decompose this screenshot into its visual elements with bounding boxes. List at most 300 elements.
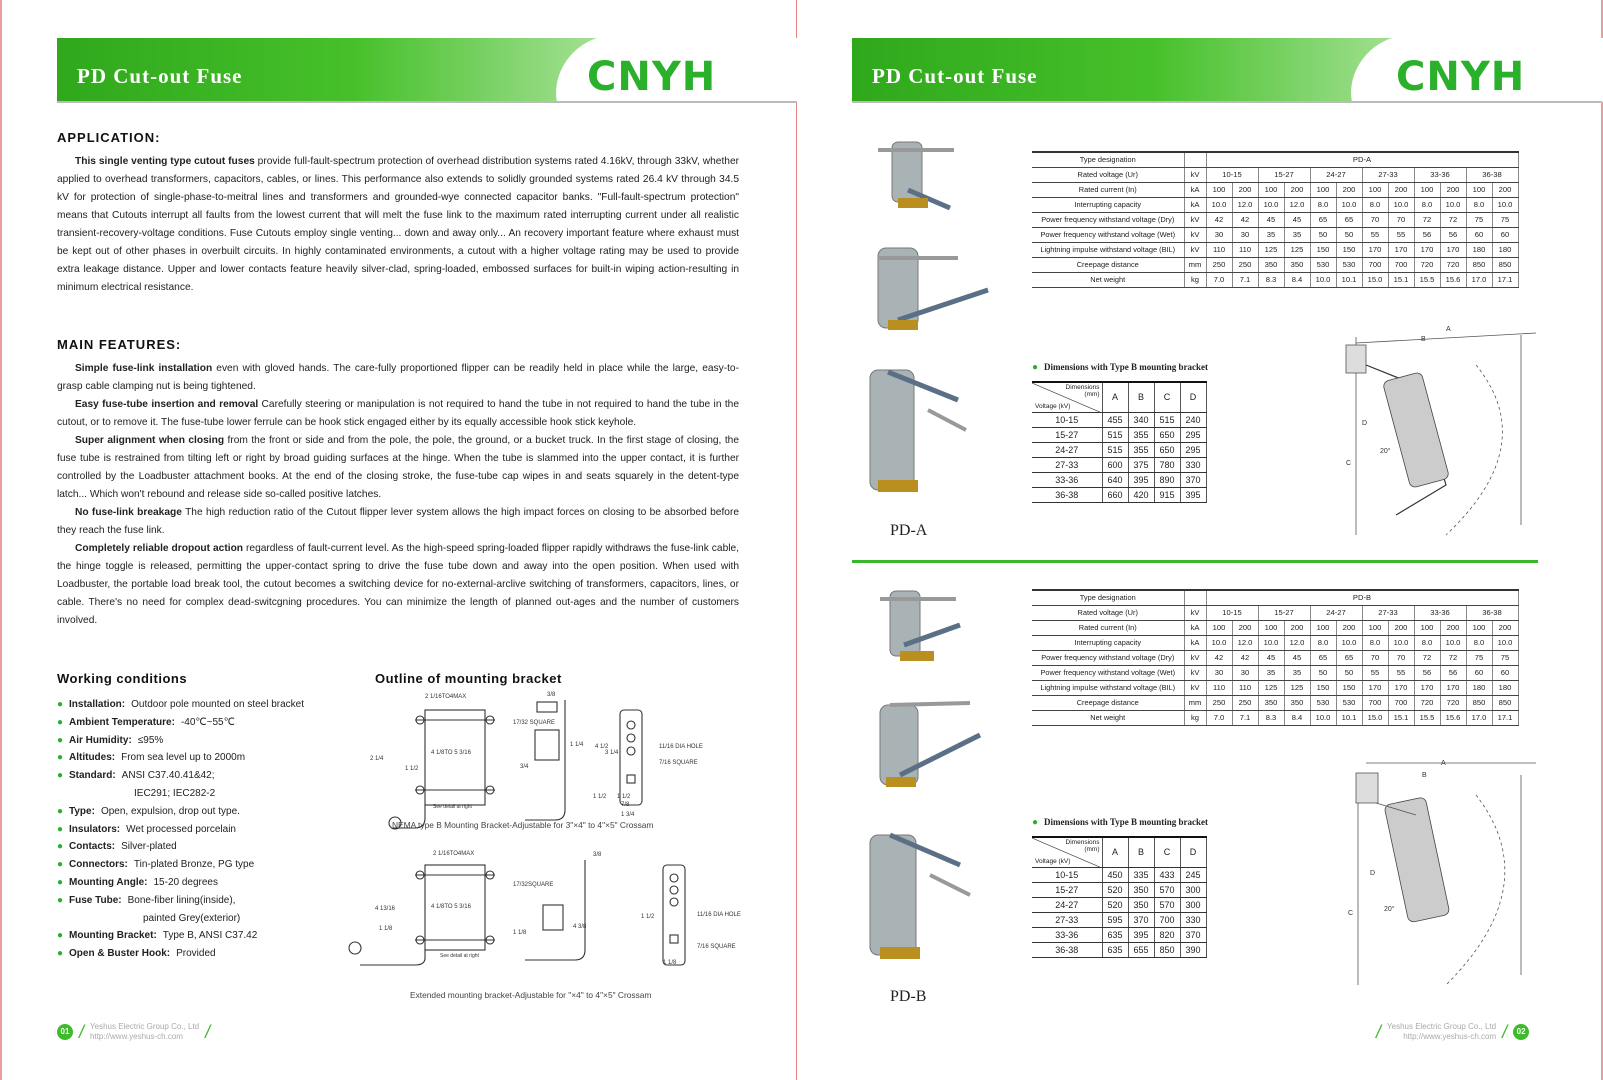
ext-label: 17/32SQUARE [513,882,554,888]
spec-cell: 30 [1206,227,1232,242]
spec-cell: 150 [1336,680,1362,695]
voltage-group: 36-38 [1466,167,1518,182]
extended-caption: Extended mounting bracket-Adjustable for "×4" to 4"×5" Crossam [410,990,652,1000]
spec-cell: 10.1 [1336,272,1362,287]
features-heading: MAIN FEATURES: [57,337,182,352]
dim-cell: 570 [1154,882,1180,897]
dim-header: C [1154,382,1180,412]
spec-cell: 56 [1440,227,1466,242]
ext-label: 3/8 [593,852,602,858]
condition-key: Contacts: [69,841,116,853]
ext-label: 2 1/16TO4MAX [433,851,475,857]
dim-label-d: D [1370,870,1376,877]
spec-cell: 65 [1310,650,1336,665]
spec-cell: 10.0 [1206,197,1232,212]
cutout-medium-icon [880,703,980,787]
header-title-left: PD Cut-out Fuse [77,64,243,88]
spec-cell: 72 [1440,212,1466,227]
condition-key: Ambient Temperature: [69,716,175,728]
spec-row: Rated voltage (Ur) kV 10-15 15-27 24-27 27-33 33-36 36-38 [1032,605,1518,620]
dim-cell: 300 [1180,882,1206,897]
dim-corner-top: Dimensions (mm) [1065,384,1100,398]
condition-value: From sea level up to 2000m [121,752,246,764]
nema-label: 2 1/16TO4MAX [425,694,467,700]
spec-cell: 8.0 [1414,635,1440,650]
spec-cell: 180 [1466,242,1492,257]
dim-header: D [1180,382,1206,412]
working-condition-item [57,874,357,892]
spec-cell: 200 [1336,620,1362,635]
dim-cell: 395 [1180,487,1206,502]
dim-header: A [1102,382,1128,412]
header-title-right: PD Cut-out Fuse [872,64,1038,88]
feature-item: Simple fuse-link installation even with gloved hands. The care-fully proportioned flipper can be readily held in place while the large, easy-to-grasp cable clamping nut is being tightened. [57,363,739,392]
dim-header: C [1154,837,1180,867]
bullet-icon: ● [57,805,64,817]
dim-cell: 890 [1154,472,1180,487]
spec-cell: 720 [1414,695,1440,710]
condition-key: Altitudes: [69,752,116,764]
nema-label: See detail at right [433,804,472,810]
spec-cell: 35 [1284,665,1310,680]
ext-label: 4 1/8TO 5 3/16 [431,904,471,910]
dim-cell: 330 [1180,457,1206,472]
voltage-group: 15-27 [1258,167,1310,182]
spec-cell: 350 [1284,257,1310,272]
dim-cell: 433 [1154,867,1180,882]
application-lead: This single venting type cutout fuses [75,156,255,167]
spec-cell: 720 [1440,257,1466,272]
condition-value: painted Grey(exterior) [143,912,241,924]
voltage-group: 24-27 [1310,605,1362,620]
spec-cell: 8.4 [1284,710,1310,725]
dim-cell: 300 [1180,897,1206,912]
spec-cell: 100 [1310,620,1336,635]
dim-row [1032,442,1206,457]
spec-cell: 15.6 [1440,272,1466,287]
header-left [57,38,797,102]
dim-cell: 24-27 [1032,897,1102,912]
dim-row [1032,457,1206,472]
spec-cell: 125 [1284,242,1310,257]
dim-cell: 355 [1128,427,1154,442]
dim-cell: 335 [1128,867,1154,882]
bullet-icon: ● [57,930,64,942]
spec-cell: 125 [1284,680,1310,695]
nema-label: 2 1/4 [370,756,384,762]
dim-cell: 24-27 [1032,442,1102,457]
brand-logo-left: CNYH [587,54,717,100]
spec-cell: 10.0 [1388,197,1414,212]
spec-cell: 12.0 [1232,635,1258,650]
spec-row: Rated current (In) kA 100 200 100 200 100 200 100 200 100 200 100 200 [1032,182,1518,197]
dim-label-b: B [1422,772,1427,779]
condition-key: Fuse Tube: [69,894,122,906]
spec-cell: 65 [1336,650,1362,665]
spec-cell: 150 [1336,242,1362,257]
dim-cell: 370 [1128,912,1154,927]
header-rule-right [852,101,1602,103]
spec-row: Creepage distance mm 250 250 350 350 530 530 700 700 720 720 850 850 [1032,257,1518,272]
spec-cell: 150 [1310,680,1336,695]
spec-cell: 12.0 [1232,197,1258,212]
bullet-icon: ● [57,841,64,853]
spec-cell: 200 [1440,620,1466,635]
spec-cell: 100 [1414,620,1440,635]
spec-cell: 850 [1466,695,1492,710]
dim-corner-top: Dimensions (mm) [1065,839,1100,853]
spec-cell: 10.0 [1258,197,1284,212]
bullet-icon: ● [57,752,64,764]
spec-row: Lightning impulse withstand voltage (BIL) kV 110 110 125 125 150 150 170 170 170 170 180 180 [1032,680,1518,695]
condition-value: Open, expulsion, drop out type. [100,805,240,817]
dim-cell: 295 [1180,442,1206,457]
spec-cell: 7.1 [1232,272,1258,287]
spec-cell: 530 [1336,257,1362,272]
footer-left: 01 / Yeshus Electric Group Co., Ltd http://www.yeshus-ch.com / [57,1022,216,1042]
spec-cell: 110 [1206,680,1232,695]
spec-cell: 170 [1440,680,1466,695]
spec-row: Net weight kg 7.0 7.1 8.3 8.4 10.0 10.1 15.0 15.1 15.5 15.6 17.0 17.1 [1032,272,1518,287]
spec-cell: 110 [1232,242,1258,257]
spec-cell: 100 [1466,182,1492,197]
nema-label: 3/4 [520,764,529,770]
spec-cell: 170 [1362,680,1388,695]
spec-cell: 72 [1414,650,1440,665]
spec-cell: 8.4 [1284,272,1310,287]
pd-a-dimension-drawing [1336,325,1546,545]
spec-cell: 17.1 [1492,272,1518,287]
cutout-large-icon [870,370,966,492]
spec-cell: 200 [1492,182,1518,197]
spec-cell: 8.0 [1362,197,1388,212]
dim-cell: 650 [1154,427,1180,442]
spec-cell: 70 [1362,212,1388,227]
pd-b-label: PD-B [890,988,927,1005]
spec-cell: 15.0 [1362,272,1388,287]
dim-row [1032,927,1206,942]
dim-cell: 515 [1154,412,1180,427]
voltage-group: 10-15 [1206,167,1258,182]
spec-cell: 7.0 [1206,710,1232,725]
extended-bracket-drawing [345,850,745,980]
ext-label: 11/16 DIA HOLE [697,912,741,918]
spec-cell: 700 [1388,695,1414,710]
nema-label: 4 1/2 [595,744,609,750]
dim-row [1032,472,1206,487]
spec-cell: 530 [1336,695,1362,710]
spec-cell: 8.0 [1310,635,1336,650]
dim-cell: 520 [1102,882,1128,897]
bullet-icon: ● [57,876,64,888]
dim-row [1032,882,1206,897]
condition-value: IEC291; IEC282-2 [134,787,216,799]
dim-label-c: C [1348,910,1354,917]
voltage-group: 27-33 [1362,167,1414,182]
dim-cell: 350 [1128,897,1154,912]
spec-cell: 65 [1310,212,1336,227]
spec-cell: 850 [1492,257,1518,272]
outline-heading: Outline of mounting bracket [375,671,562,686]
spec-cell: 42 [1206,212,1232,227]
spec-cell: 8.3 [1258,710,1284,725]
condition-key: Installation: [69,699,126,710]
features-list [57,360,739,630]
spec-cell: 10.0 [1336,635,1362,650]
dim-cell: 36-38 [1032,487,1102,502]
working-condition-item [57,892,357,910]
ext-label: 1 1/8 [663,960,677,966]
nema-label: 17/32 SQUARE [513,720,556,726]
dim-cell: 780 [1154,457,1180,472]
dim-cell: 635 [1102,942,1128,957]
spec-cell: 12.0 [1284,635,1310,650]
spec-row: Lightning impulse withstand voltage (BIL) kV 110 110 125 125 150 150 170 170 170 170 180 180 [1032,242,1518,257]
spec-cell: 100 [1414,182,1440,197]
dim-row [1032,912,1206,927]
ext-label: 1 1/8 [379,926,393,932]
condition-key: Open & Buster Hook: [69,948,171,960]
nema-label: 4 1/8TO 5 3/16 [431,750,471,756]
spec-cell: 700 [1362,695,1388,710]
dim-cell: 515 [1102,427,1128,442]
nema-label: 1 1/2 [405,766,419,772]
spec-cell: 250 [1232,257,1258,272]
condition-value: Outdoor pole mounted on steel bracket [131,699,305,710]
dim-cell: 915 [1154,487,1180,502]
condition-value: ≤95% [137,734,164,746]
working-condition-item [57,803,357,821]
spec-cell: 15.1 [1388,272,1414,287]
spec-cell: 17.1 [1492,710,1518,725]
dim-header-row [1032,382,1206,412]
spec-cell: 60 [1492,227,1518,242]
spec-cell: 700 [1388,257,1414,272]
page-edge-left [0,0,2,1080]
spec-cell: 100 [1258,182,1284,197]
dim-cell: 660 [1102,487,1128,502]
spec-cell: 125 [1258,680,1284,695]
spec-cell: 250 [1206,695,1232,710]
spec-cell: 60 [1466,227,1492,242]
dim-row [1032,487,1206,502]
application-text [57,153,739,297]
spec-cell: 180 [1466,680,1492,695]
condition-key: Standard: [69,770,116,782]
pd-a-product-photos [858,130,998,510]
spec-cell: 50 [1336,665,1362,680]
dim-cell: 515 [1102,442,1128,457]
spec-cell: 8.0 [1466,197,1492,212]
feature-item: Completely reliable dropout action regardless of fault-current level. As the high-speed spring-loaded flipper rapidly withdraws the fuse-link cable, the hinge toggle is released, permitting the upper-contact spring to drive the fuse tube down and away into the open position. When used with Loadbuster, the portable load break tool, the cutout becomes a switching device for no-external-arclive switching of transformers, capacitors, lines, or cable. There's no need for complex dead-switcgning procedures. You can minimize the length of planned out-ages and the number of customers involved. [57,543,739,626]
dim-header-row [1032,837,1206,867]
pd-b-dim-title: ● Dimensions with Type B mounting bracket [1032,817,1208,828]
dim-cell: 850 [1154,942,1180,957]
spec-cell: 850 [1466,257,1492,272]
footer-url[interactable]: http://www.yeshus-ch.com [1403,1032,1497,1041]
spec-cell: 100 [1362,620,1388,635]
dim-cell: 455 [1102,412,1128,427]
nema-label: 3 1/4 [605,750,619,756]
voltage-group: 27-33 [1362,605,1414,620]
spec-cell: 45 [1284,650,1310,665]
header-rule-left [57,101,797,103]
dim-cell: 655 [1128,942,1154,957]
dim-cell: 570 [1154,897,1180,912]
feature-item: Super alignment when closing from the front or side and from the pole, the pole, the ground, or a bucket truck. In the first stage of closing, the fuse tube is restrained from tilting left or right by broad guiding surfaces at the hinge. When the tube is slammed into the upper contact, it is further controlled by the Loadbuster attachment books. At the end of the closing stroke, the fuse-tube cap wipes in and seats squarely in the detent-type latch... Which won't rebound and release side so-called positive latches. [57,435,740,500]
pd-a-label: PD-A [890,522,928,539]
ext-label: 1 1/2 [641,914,655,920]
cutout-large-icon [870,835,970,959]
spec-cell: 170 [1440,242,1466,257]
working-conditions-heading: Working conditions [57,671,188,686]
spec-cell: 100 [1362,182,1388,197]
spec-cell: 100 [1206,182,1232,197]
dim-cell: 27-33 [1032,912,1102,927]
model-name: PD-A [1206,152,1518,167]
condition-value: Type B, ANSI C37.42 [162,930,258,942]
spec-cell: 65 [1336,212,1362,227]
voltage-group: 15-27 [1258,605,1310,620]
spec-cell: 850 [1492,695,1518,710]
condition-key: Air Humidity: [69,734,132,746]
bullet-icon: ● [57,734,64,746]
spec-cell: 15.0 [1362,710,1388,725]
spec-cell: 12.0 [1284,197,1310,212]
spec-cell: 56 [1440,665,1466,680]
dim-corner-cell [1032,837,1102,867]
working-condition-item [57,785,357,803]
dim-cell: 700 [1154,912,1180,927]
pd-b-dim-table [1032,836,1207,958]
spec-cell: 200 [1388,182,1414,197]
voltage-group: 10-15 [1206,605,1258,620]
condition-value: ANSI C37.40.41&42; [121,770,215,782]
spec-cell: 180 [1492,680,1518,695]
spec-cell: 10.0 [1258,635,1284,650]
application-heading: APPLICATION: [57,130,161,145]
spec-cell: 8.0 [1414,197,1440,212]
spec-cell: 350 [1284,695,1310,710]
dim-cell: 36-38 [1032,942,1102,957]
section-divider [852,560,1538,563]
dim-cell: 395 [1128,472,1154,487]
spec-cell: 200 [1336,182,1362,197]
spec-cell: 150 [1310,242,1336,257]
ext-label: 4 3/8 [573,924,587,930]
spec-cell: 7.1 [1232,710,1258,725]
spec-cell: 8.0 [1310,197,1336,212]
spec-cell: 720 [1440,695,1466,710]
nema-caption: NEMA type B Mounting Bracket-Adjustable for 3"×4" to 4"×5" Crossam [392,820,654,830]
dim-cell: 27-33 [1032,457,1102,472]
spec-cell: 50 [1310,227,1336,242]
header-right [852,38,1603,102]
feature-item: No fuse-link breakage The high reduction ratio of the Cutout flipper lever system allows the high impact forces on closing to be absorbed before they reach the fuse link. [57,507,739,536]
condition-key: Type: [69,805,95,817]
dim-cell: 10-15 [1032,867,1102,882]
spec-cell: 50 [1336,227,1362,242]
dim-cell: 33-36 [1032,927,1102,942]
spec-cell: 55 [1362,227,1388,242]
working-condition-item [57,714,357,732]
pd-a-dim-title: ● Dimensions with Type B mounting bracket [1032,362,1208,373]
cutout-small-icon [880,591,960,661]
dim-cell: 595 [1102,912,1128,927]
dim-cell: 10-15 [1032,412,1102,427]
bullet-icon: ● [57,894,64,906]
working-condition-item [57,927,357,945]
bullet-icon: ● [57,948,64,960]
dim-cell: 420 [1128,487,1154,502]
spec-cell: 42 [1232,212,1258,227]
dim-label-a: A [1441,760,1446,767]
footer-url[interactable]: http://www.yeshus-ch.com [90,1032,183,1041]
working-condition-item [57,856,357,874]
spec-cell: 200 [1232,182,1258,197]
spec-row: Power frequency withstand voltage (Wet) kV 30 30 35 35 50 50 55 55 56 56 60 60 [1032,227,1518,242]
spec-cell: 35 [1258,227,1284,242]
condition-value: Wet processed porcelain [126,823,236,835]
dim-row [1032,427,1206,442]
bullet-icon [57,910,69,928]
working-condition-item [57,749,357,767]
spec-cell: 75 [1492,212,1518,227]
spec-cell: 10.0 [1206,635,1232,650]
condition-key: Mounting Bracket: [69,930,157,942]
dim-cell: 355 [1128,442,1154,457]
spec-cell: 72 [1440,650,1466,665]
spec-cell: 60 [1492,665,1518,680]
dim-cell: 340 [1128,412,1154,427]
spec-cell: 75 [1466,212,1492,227]
dim-cell: 650 [1154,442,1180,457]
dim-label-d: D [1362,420,1368,427]
spec-cell: 200 [1232,620,1258,635]
condition-value: 15-20 degrees [153,876,218,888]
ext-label: 1 1/8 [513,930,527,936]
spec-cell: 170 [1414,242,1440,257]
spec-cell: 180 [1492,242,1518,257]
spec-cell: 15.5 [1414,710,1440,725]
spec-cell: 530 [1310,695,1336,710]
brand-logo-right: CNYH [1396,54,1526,100]
spec-cell: 45 [1258,650,1284,665]
spec-row: Power frequency withstand voltage (Wet) kV 30 30 35 35 50 50 55 55 56 56 60 60 [1032,665,1518,680]
dim-cell: 820 [1154,927,1180,942]
feature-item: Easy fuse-tube insertion and removal Carefully steering or manipulation is not required to hand the tube in not required to hand the tube in the cutout, or to remove it. The fuse-tube lower ferrule can be hook stick engaged either by its equally accessible hook stick keyhole. [57,399,739,428]
dim-header: D [1180,837,1206,867]
spec-cell: 15.1 [1388,710,1414,725]
dim-cell: 640 [1102,472,1128,487]
nema-label: 3/8 [547,692,556,698]
spec-cell: 50 [1310,665,1336,680]
nema-label: 7/16 SQUARE [659,760,698,766]
page-number-badge: 01 [57,1024,73,1040]
bullet-icon: ● [57,823,64,835]
dim-label-c: C [1346,460,1352,467]
dim-header: B [1128,837,1154,867]
spec-cell: 70 [1362,650,1388,665]
spec-cell: 30 [1206,665,1232,680]
pd-a-dim-table [1032,381,1207,503]
dim-cell: 375 [1128,457,1154,472]
dim-cell: 635 [1102,927,1128,942]
dim-corner-bottom: Voltage (kV) [1035,402,1071,410]
working-condition-item [57,838,357,856]
spec-cell: 8.0 [1466,635,1492,650]
nema-label: 1 1/2 [593,794,607,800]
